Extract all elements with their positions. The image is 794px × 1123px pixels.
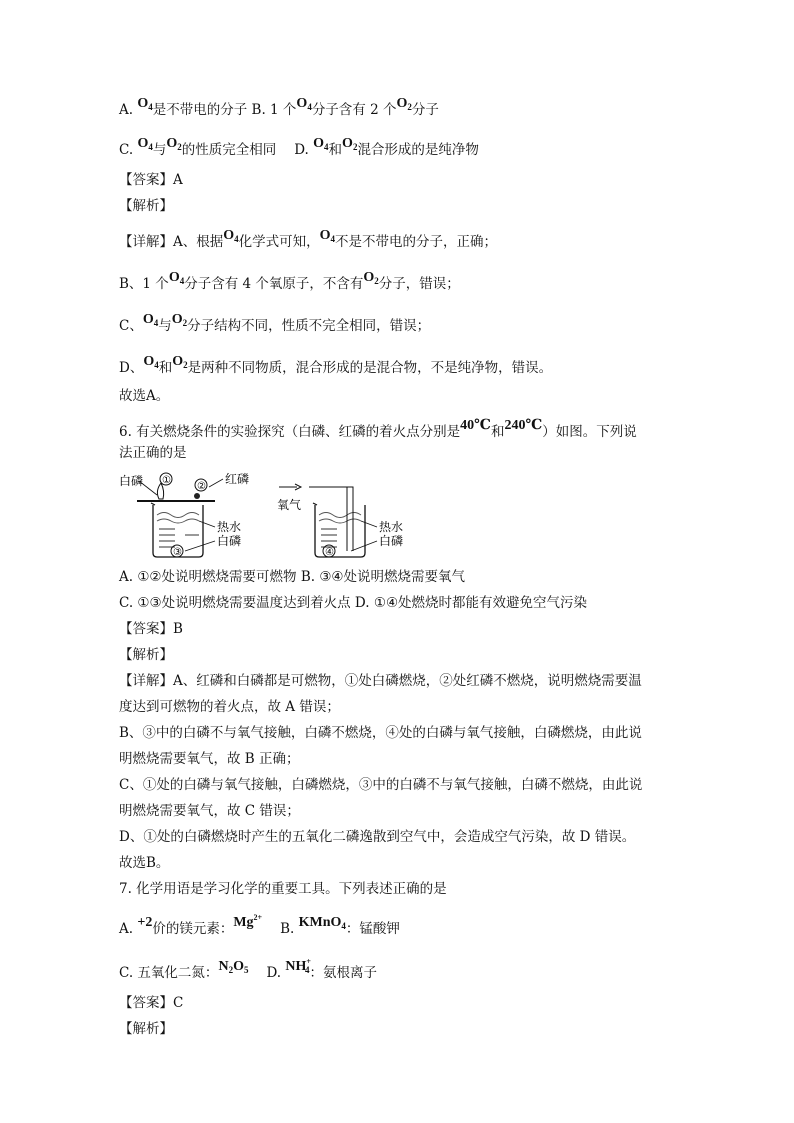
label-white-phosphorus: 白磷 bbox=[379, 534, 404, 548]
q7-analysis-heading: 【解析】 bbox=[119, 1021, 173, 1037]
q6-detail-d: D、①处的白磷燃烧时产生的五氧化二磷逸散到空气中，会造成空气污染，故 D 错误。 bbox=[119, 829, 636, 845]
option-text: 混合形成的是纯净物 bbox=[357, 142, 479, 158]
q5-options-ab bbox=[119, 96, 679, 124]
label-white-phosphorus: 白磷 bbox=[119, 474, 144, 488]
formula-o4: $O_4$ bbox=[313, 136, 329, 152]
q5-answer: 【答案】A bbox=[119, 172, 183, 188]
formula-mg-ion: $Mg^{2+}$ bbox=[233, 913, 263, 930]
label-4: ④ bbox=[325, 547, 334, 558]
q6-analysis-heading: 【解析】 bbox=[119, 647, 173, 663]
option-text: 是不带电的分子 B. 1 个 bbox=[152, 102, 297, 118]
q6-detail-c: C、①处的白磷与氧气接触，白磷燃烧，③中的白磷不与氧气接触，白磷不燃烧，由此说 bbox=[119, 777, 643, 793]
formula-o4: $O_4$ bbox=[142, 312, 159, 328]
q5-conclusion: 故选A。 bbox=[119, 388, 170, 404]
temperature-value: 240℃ bbox=[504, 418, 543, 433]
q5-options-cd bbox=[119, 136, 679, 164]
label-white-phosphorus: 白磷 bbox=[217, 534, 242, 548]
document-page bbox=[119, 96, 679, 1039]
formula-o4: $O_4$ bbox=[168, 270, 185, 286]
q6-options-ab: A. ①②处说明燃烧需要可燃物 B. ③④处说明燃烧需要氧气 bbox=[119, 569, 466, 585]
formula-o4: $O_4$ bbox=[223, 228, 239, 244]
formula-o2: $O_2$ bbox=[363, 270, 379, 286]
formula-o2: $O_2$ bbox=[171, 312, 188, 328]
formula-o2: $O_2$ bbox=[342, 136, 358, 152]
formula-o2: $O_2$ bbox=[172, 354, 188, 370]
temperature-value: 40℃ bbox=[460, 418, 491, 433]
option-label: D. bbox=[294, 142, 314, 158]
q6-conclusion: 故选B。 bbox=[119, 855, 170, 871]
valence-value: +2 bbox=[137, 915, 153, 930]
q6-stem: 6. 有关燃烧条件的实验探究（白磷、红磷的着火点分别是40℃和240℃）如图。下列说 bbox=[119, 418, 637, 440]
q6-detail-c-cont: 明燃烧需要氧气，故 C 错误； bbox=[119, 803, 300, 819]
q5-detail-d: D、$O_4$和$O_2$是两种不同物质，混合形成的是混合物，不是纯净物，错误。 bbox=[119, 354, 553, 376]
formula-n2o5: $N_2O_5$ bbox=[218, 959, 249, 975]
red-phosphorus bbox=[194, 493, 200, 499]
q5-detail-a: 【详解】A、根据$O_4$化学式可知，$O_4$不是不带电的分子，正确； bbox=[119, 228, 498, 250]
option-text: 和 bbox=[328, 142, 343, 158]
label-2: ② bbox=[197, 481, 206, 492]
q5-analysis-heading: 【解析】 bbox=[119, 198, 173, 214]
option-text: 的性质完全相同 bbox=[181, 142, 277, 158]
formula-kmno4: KMnO$_4$ bbox=[298, 915, 346, 931]
label-3: ③ bbox=[173, 547, 182, 558]
formula-o2: $O_2$ bbox=[166, 136, 182, 152]
formula-o2: $O_2$ bbox=[396, 96, 412, 112]
beakers-diagram bbox=[119, 465, 419, 561]
q5-detail-b: B、1 个$O_4$分子含有 4 个氧原子，不含有$O_2$分子，错误； bbox=[119, 270, 460, 292]
label-red-phosphorus: 红磷 bbox=[225, 472, 250, 486]
formula-o4: $O_4$ bbox=[137, 96, 153, 112]
q7-options-cd: C. 五氧化二氮：$N_2O_5$ D. $NH^+_4$：氨根离子 bbox=[119, 957, 377, 981]
option-text: 分子含有 2 个 bbox=[311, 102, 397, 118]
q6-detail-a-cont: 度达到可燃物的着火点，故 A 错误； bbox=[119, 699, 340, 715]
label-hot-water: 热水 bbox=[217, 520, 242, 534]
label-oxygen: 氧气 bbox=[277, 498, 302, 512]
formula-o4: $O_4$ bbox=[319, 228, 336, 244]
formula-o4: $O_4$ bbox=[296, 96, 312, 112]
formula-o4: $O_4$ bbox=[143, 354, 159, 370]
q6-answer: 【答案】B bbox=[119, 621, 183, 637]
label-1: ① bbox=[162, 475, 171, 486]
option-label: C. bbox=[119, 142, 138, 158]
option-label: A. bbox=[119, 102, 138, 118]
q6-detail-a: 【详解】A、红磷和白磷都是可燃物，①处白磷燃烧，②处红磷不燃烧，说明燃烧需要温 bbox=[119, 673, 642, 689]
q5-detail-c: C、$O_4$与$O_2$分子结构不同，性质不完全相同，错误； bbox=[119, 312, 431, 334]
formula-o4: $O_4$ bbox=[137, 136, 153, 152]
combustion-experiment-figure bbox=[119, 465, 419, 561]
q6-options-cd: C. ①③处说明燃烧需要温度达到着火点 D. ①④处燃烧时都能有效避免空气污染 bbox=[119, 595, 588, 611]
q6-stem-cont: 法正确的是 bbox=[119, 445, 187, 461]
option-text: 分子 bbox=[411, 102, 439, 118]
label-hot-water: 热水 bbox=[379, 520, 404, 534]
q6-detail-b: B、③中的白磷不与氧气接触，白磷不燃烧，④处的白磷与氧气接触，白磷燃烧，由此说 bbox=[119, 725, 642, 741]
formula-nh4-ion: $NH^+_4$ bbox=[285, 957, 311, 975]
q7-options-ab: A. +2价的镁元素：$Mg^{2+}B$. KMnO$_4$：锰酸钾 bbox=[119, 913, 400, 937]
q7-answer: 【答案】C bbox=[119, 995, 184, 1011]
option-text: 与 bbox=[152, 142, 167, 158]
q7-stem: 7. 化学用语是学习化学的重要工具。下列表述正确的是 bbox=[119, 881, 447, 897]
q6-detail-b-cont: 明燃烧需要氧气，故 B 正确； bbox=[119, 751, 300, 767]
